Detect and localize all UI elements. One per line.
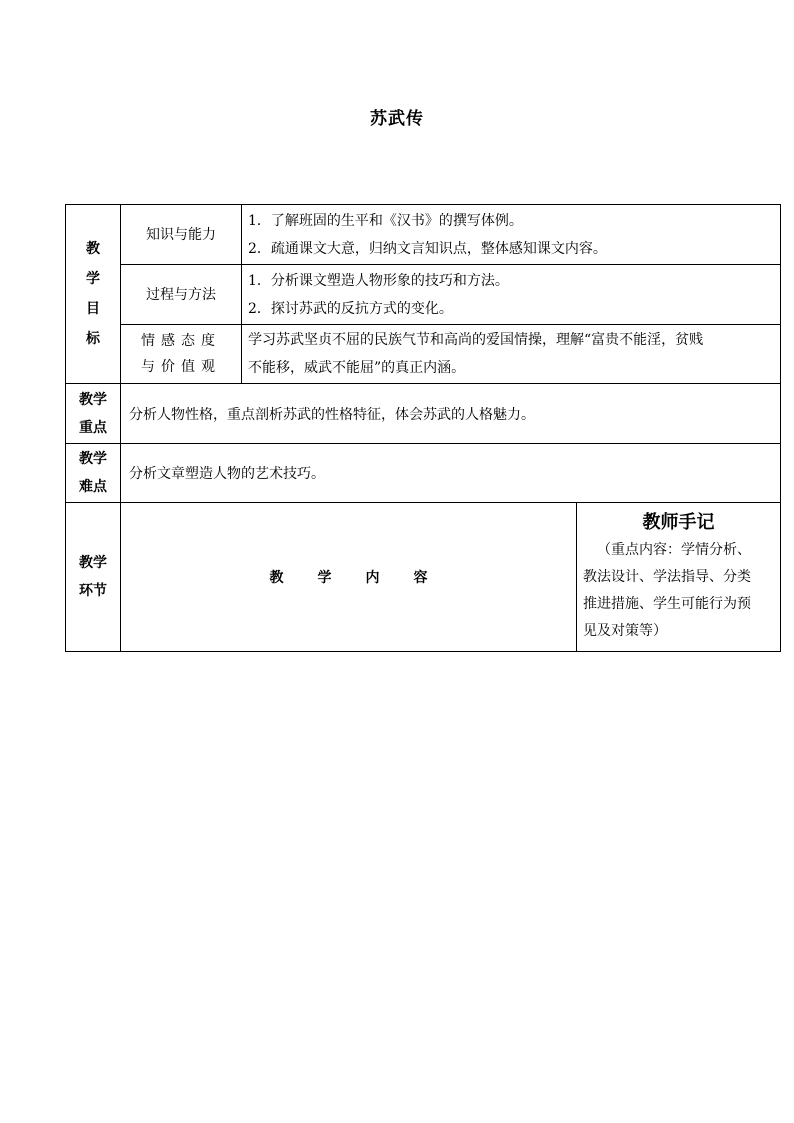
- difficulty-label-line: 教学: [79, 451, 107, 467]
- difficulty-label: [66, 444, 121, 503]
- objective-category-process: 过程与方法: [121, 265, 242, 325]
- objective-item: 1．了解班固的生平和《汉书》的撰写体例。: [248, 212, 523, 229]
- teacher-notes: [577, 503, 781, 652]
- objective-items-process: [242, 265, 781, 325]
- teacher-notes-title: 教师手记: [642, 512, 715, 533]
- teacher-notes-body: [583, 537, 774, 645]
- key-point-row: [66, 384, 781, 444]
- objective-row-process: [66, 265, 781, 325]
- teacher-notes-line: 教法设计、学法指导、分类: [583, 569, 751, 585]
- objectives-label-char: 标: [86, 331, 100, 347]
- objective-item: 不能移，威武不能屈”的真正内涵。: [248, 360, 466, 376]
- difficulty-label-line: 难点: [79, 479, 107, 495]
- objective-item: 2．探讨苏武的反抗方式的变化。: [248, 300, 453, 317]
- objective-category-knowledge: 知识与能力: [121, 205, 242, 265]
- objectives-label-char: 学: [86, 271, 100, 287]
- teacher-notes-line: 推进措施、学生可能行为预: [583, 596, 751, 612]
- objective-item: 2．疏通课文大意，归纳文言知识点，整体感知课文内容。: [248, 240, 607, 257]
- procedure-row: [66, 503, 781, 652]
- objectives-label: [66, 205, 121, 384]
- objective-items-knowledge: [242, 205, 781, 265]
- difficulty-row: [66, 444, 781, 503]
- key-point-text: 分析人物性格，重点剖析苏武的性格特征，体会苏武的人格魅力。: [121, 384, 781, 444]
- objective-row-attitude: [66, 325, 781, 384]
- procedure-label-line: 教学: [79, 555, 107, 571]
- procedure-label-line: 环节: [79, 583, 107, 599]
- page-title: 苏武传: [370, 109, 424, 129]
- objective-row-knowledge: [66, 205, 781, 265]
- objective-category-line: 情感态度: [141, 333, 221, 349]
- objectives-label-char: 教: [86, 241, 100, 257]
- key-point-label-line: 教学: [79, 391, 107, 408]
- objectives-label-char: 目: [86, 301, 100, 317]
- objective-item: 学习苏武坚贞不屈的民族气节和高尚的爱国情操，理解“富贵不能淫，贫贱: [248, 332, 704, 348]
- objective-category-attitude: [121, 325, 242, 384]
- teacher-notes-line: （重点内容：学情分析、: [597, 542, 751, 558]
- objective-category-line: 与价值观: [141, 359, 221, 375]
- difficulty-text: 分析文章塑造人物的艺术技巧。: [121, 444, 781, 503]
- objective-items-attitude: [242, 325, 781, 384]
- teacher-notes-line: 见及对策等）: [583, 623, 667, 639]
- key-point-label-line: 重点: [79, 419, 107, 436]
- key-point-label: [66, 384, 121, 444]
- procedure-label: [66, 503, 121, 652]
- lesson-plan-table: [65, 204, 781, 652]
- objective-item: 1．分析课文塑造人物形象的技巧和方法。: [248, 272, 509, 289]
- teaching-content-heading: 教学内容: [121, 503, 577, 652]
